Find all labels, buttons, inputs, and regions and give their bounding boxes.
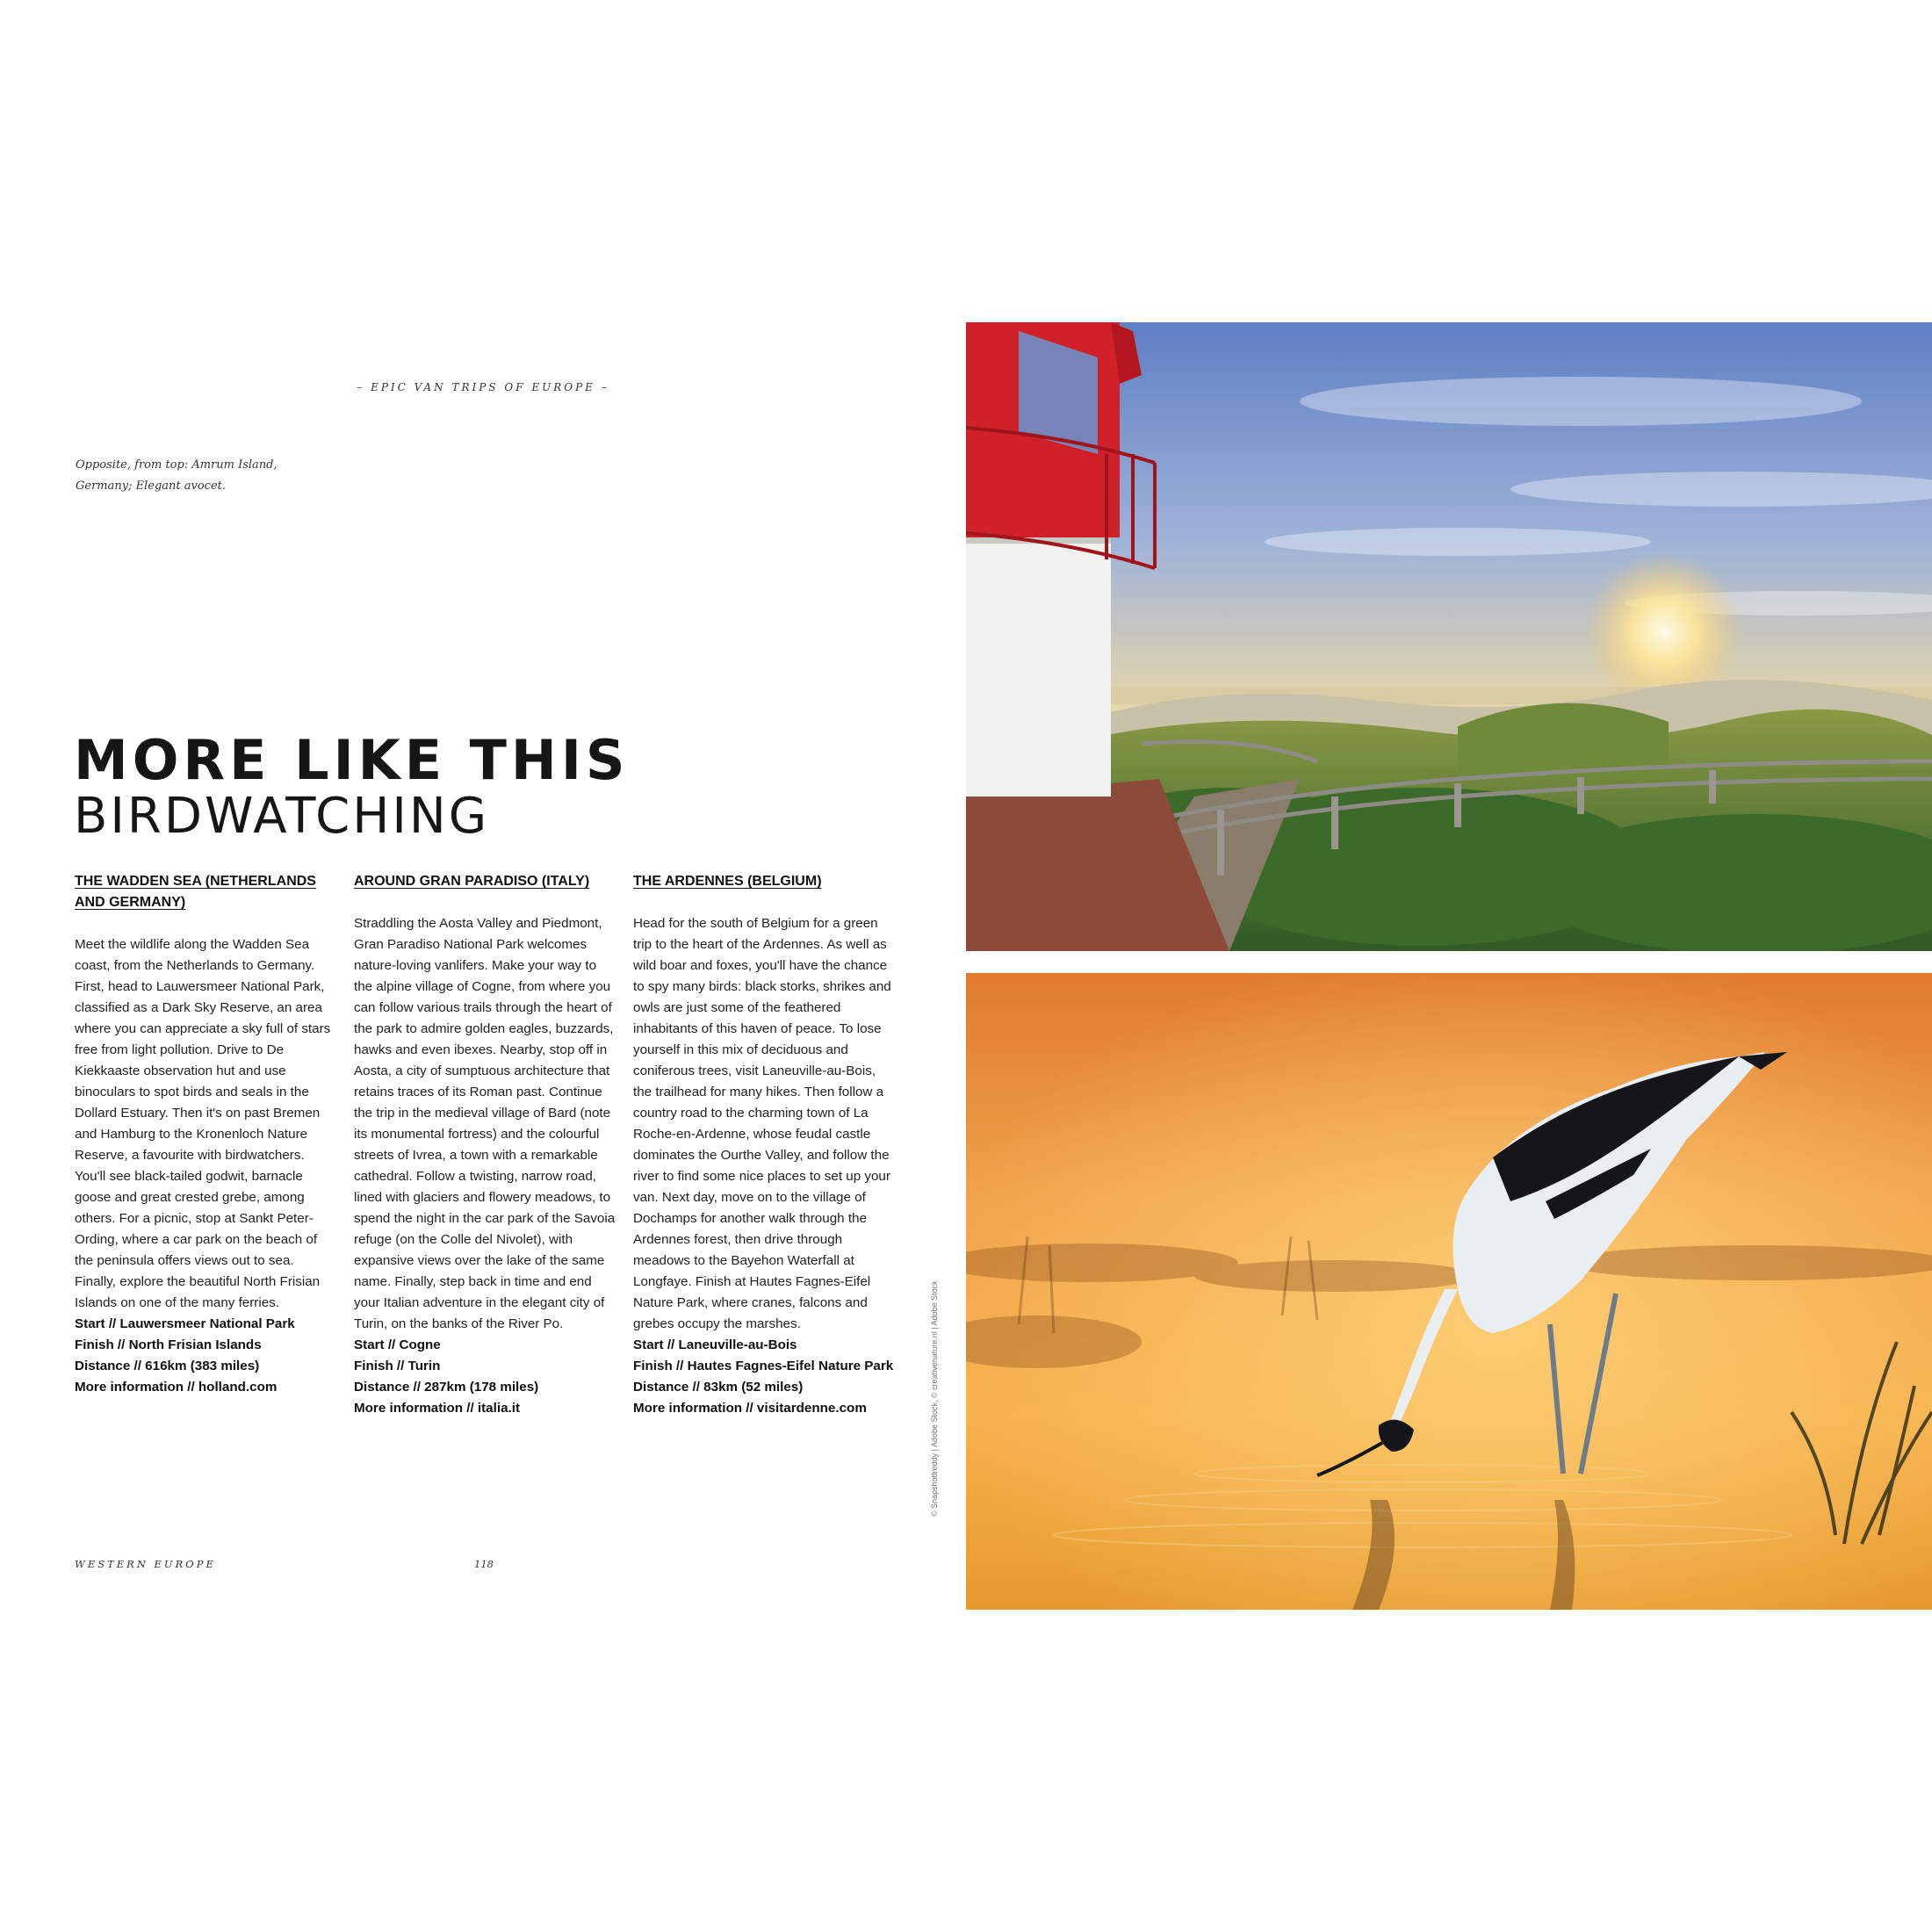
trip-column-wadden-sea — [75, 871, 338, 1398]
avocet-wading-photo — [966, 973, 1932, 1610]
trip-start: Start // Lauwersmeer National Park — [75, 1316, 295, 1331]
trip-distance: Distance // 287km (178 miles) — [354, 1380, 539, 1395]
trip-facts — [633, 1335, 897, 1419]
trip-body: Head for the south of Belgium for a green trip to the heart of the Ardennes. As well as wild boar and foxes, you'll have the chance to spy many birds: black storks, shrikes and owls are just some of the feathered inhabitants of this haven of peace. To lose yourself in this mix of deciduous and coniferous trees, visit Laneuville-au-Bois, the trailhead for many hikes. Then follow a country road to the charming town of La Roche-en-Ardenne, whose feudal castle dominates the Ourthe Valley, and follow the river to find some nice places to set up your van. Next day, move on to the village of Dochamps for another walk through the Ardennes forest, then drive through meadows to the Bayehon Waterfall at Longfaye. Finish at Hautes Fagnes-Eifel Nature Park, where cranes, falcons and grebes occupy the marshes. — [633, 916, 891, 1331]
footer-section-name: WESTERN EUROPE — [75, 1558, 216, 1570]
trip-column-gran-paradiso — [354, 871, 617, 1419]
trip-distance: Distance // 83km (52 miles) — [633, 1380, 804, 1395]
trip-more-info: More information // italia.it — [354, 1401, 521, 1416]
trip-start: Start // Cogne — [354, 1337, 441, 1352]
trip-column-ardennes — [633, 871, 897, 1419]
trip-facts — [354, 1335, 617, 1419]
trip-heading: THE WADDEN SEA (NETHERLANDS AND GERMANY) — [75, 874, 316, 910]
trip-heading: THE ARDENNES (BELGIUM) — [633, 874, 822, 889]
trip-facts — [75, 1314, 338, 1398]
trip-body: Straddling the Aosta Valley and Piedmont, Gran Paradiso National Park welcomes nature-loving vanlifers. Make your way to the alpine village of Cogne, from where you can follow various trails through the heart of the park to admire golden eagles, buzzards, hawks and even ibexes. Nearby, stop off in Aosta, a city of sumptuous architecture that retains traces of its Roman past. Continue the trip in the medieval village of Bard (note its monumental fortress) and the colourful streets of Ivrea, a town with a remarkable cathedral. Follow a twisting, narrow road, lined with glaciers and flowery meadows, to spend the night in the car park of the Savoia refuge (on the Colle del Nivolet), with expansive views over the lake of the same name. Finally, step back in time and end your Italian adventure in the elegant city of Turin, on the banks of the River Po. — [354, 916, 616, 1331]
running-head: – EPIC VAN TRIPS OF EUROPE – — [357, 381, 609, 393]
trip-finish: Finish // North Frisian Islands — [75, 1337, 262, 1352]
trip-distance: Distance // 616km (383 miles) — [75, 1359, 260, 1373]
section-subtitle: BIRDWATCHING — [74, 788, 490, 845]
section-title: MORE LIKE THIS — [74, 728, 630, 792]
trip-finish: Finish // Turin — [354, 1359, 441, 1373]
trip-more-info: More information // visitardenne.com — [633, 1401, 867, 1416]
trip-finish: Finish // Hautes Fagnes-Eifel Nature Park — [633, 1359, 894, 1373]
photo-credit: © Snapshotfreddy | Adobe Stock, © creativenature.nl | Adobe Stock — [930, 1280, 939, 1517]
page-number: 118 — [474, 1558, 494, 1570]
trip-body: Meet the wildlife along the Wadden Sea coast, from the Netherlands to Germany. First, head to Lauwersmeer National Park, classified as a Dark Sky Reserve, an area where you can appreciate a sky full of stars free from light pollution. Drive to De Kiekkaaste observation hut and use binoculars to spot birds and seals in the Dollard Estuary. Then it's on past Bremen and Hamburg to the Kronenloch Nature Reserve, a favourite with birdwatchers. You'll see black-tailed godwit, barnacle goose and great crested grebe, among others. For a picnic, stop at Sankt Peter-Ording, where a car park on the beach of the peninsula offers views out to sea. Finally, explore the beautiful North Frisian Islands on one of the many ferries. — [75, 937, 331, 1310]
trip-more-info: More information // holland.com — [75, 1380, 278, 1395]
trip-heading: AROUND GRAN PARADISO (ITALY) — [354, 874, 590, 889]
photo-caption: Opposite, from top: Amrum Island, Germany; Elegant avocet. — [76, 458, 278, 493]
trip-start: Start // Laneuville-au-Bois — [633, 1337, 797, 1352]
lighthouse-dunes-sunset-photo — [966, 322, 1932, 951]
